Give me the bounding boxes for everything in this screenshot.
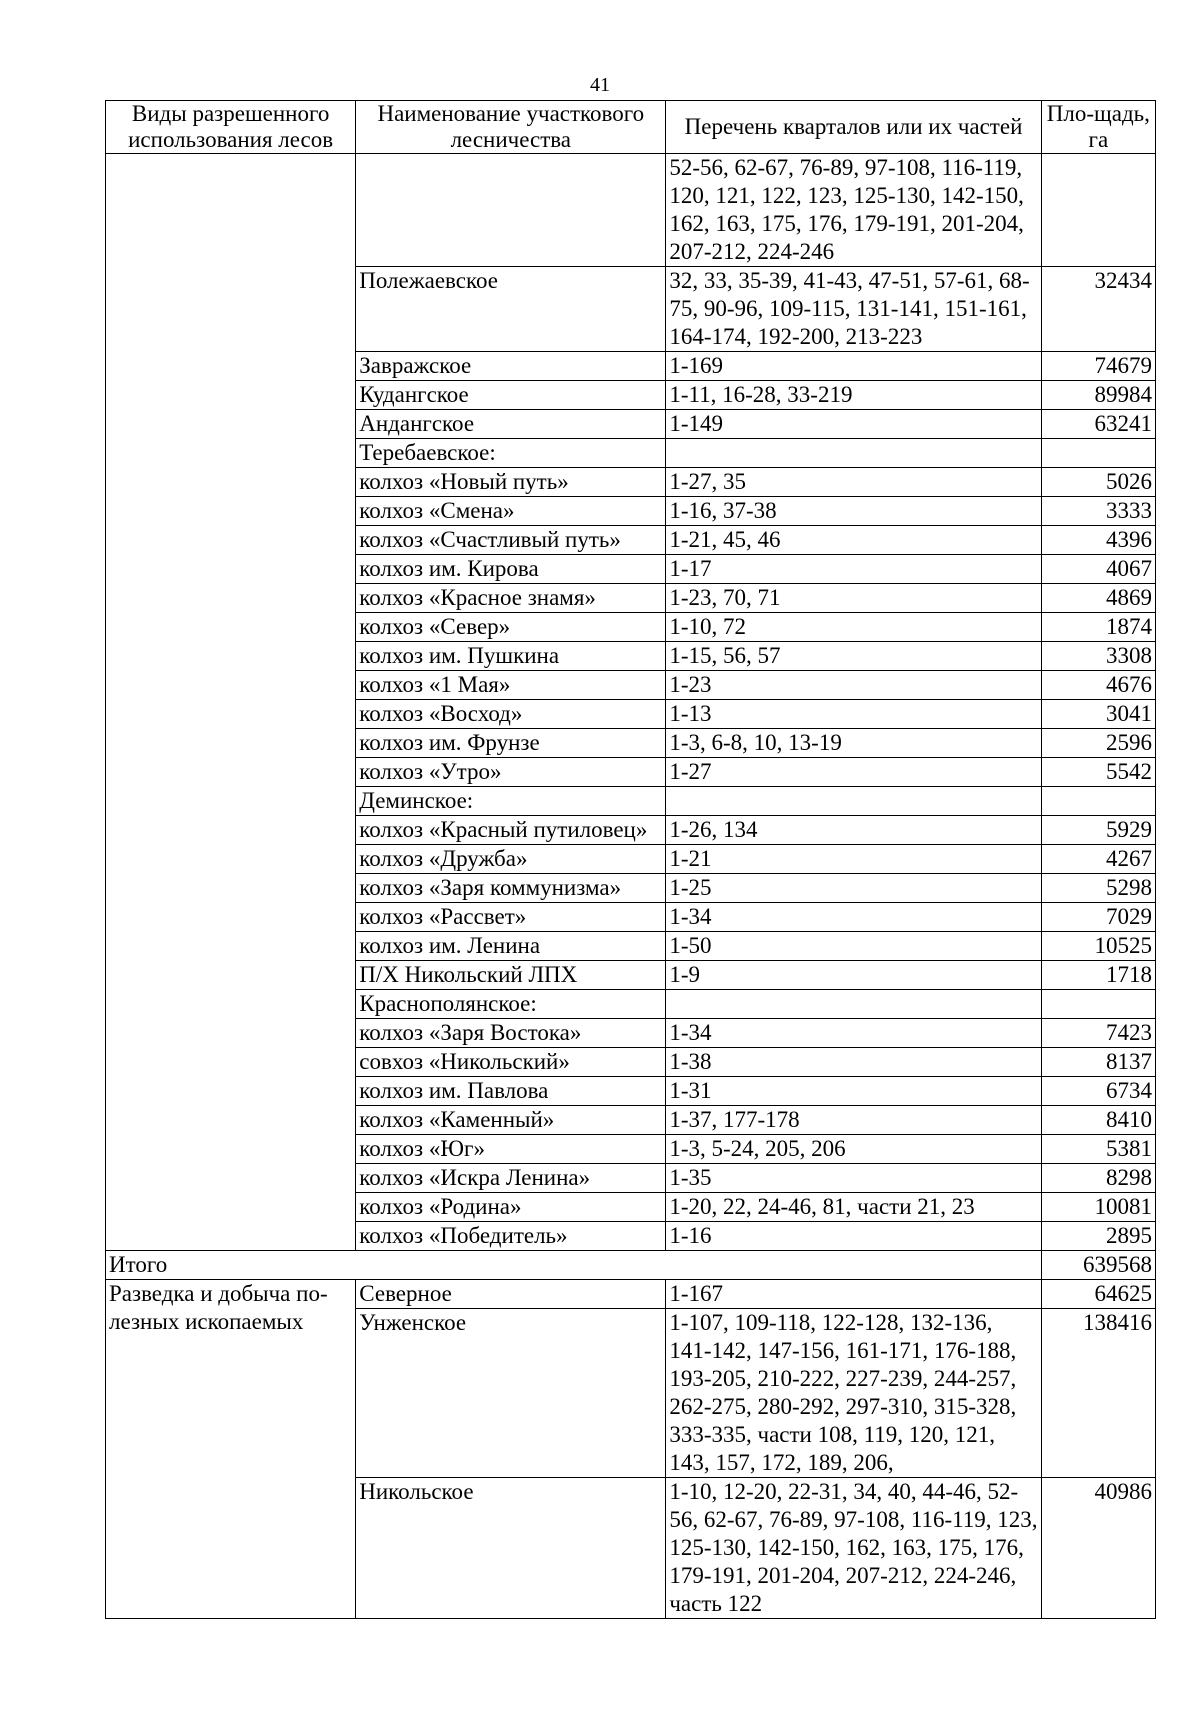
header-area: Пло-щадь, га [1041,101,1155,154]
area-cell: 2895 [1041,1222,1155,1251]
forestry-cell: Андангское [356,410,666,439]
forestry-cell: колхоз «Восход» [356,700,666,729]
area-cell: 3041 [1041,700,1155,729]
forestry-cell: колхоз «Заря коммунизма» [356,874,666,903]
quarters-cell: 1-23 [666,671,1041,700]
quarters-cell: 1-3, 6-8, 10, 13-19 [666,729,1041,758]
area-cell: 32434 [1041,267,1155,352]
area-cell [1041,154,1155,267]
quarters-cell: 1-149 [666,410,1041,439]
quarters-cell: 1-9 [666,961,1041,990]
area-cell: 10525 [1041,932,1155,961]
forestry-cell: колхоз «Заря Востока» [356,1019,666,1048]
forestry-cell: колхоз им. Кирова [356,555,666,584]
area-cell: 1718 [1041,961,1155,990]
quarters-cell: 1-20, 22, 24-46, 81, части 21, 23 [666,1193,1041,1222]
area-cell: 8298 [1041,1164,1155,1193]
forestry-cell: колхоз «Север» [356,613,666,642]
quarters-cell: 1-37, 177-178 [666,1106,1041,1135]
area-cell: 64625 [1041,1280,1155,1309]
forestry-cell: Полежаевское [356,267,666,352]
area-cell: 5026 [1041,468,1155,497]
area-cell: 1874 [1041,613,1155,642]
quarters-cell: 1-16, 37-38 [666,497,1041,526]
quarters-cell [666,787,1041,816]
forestry-cell: Деминское: [356,787,666,816]
forestry-cell: колхоз «Утро» [356,758,666,787]
quarters-cell: 1-10, 72 [666,613,1041,642]
page-number: 41 [590,74,610,96]
forestry-cell: колхоз «Рассвет» [356,903,666,932]
quarters-cell: 1-15, 56, 57 [666,642,1041,671]
forestry-cell: колхоз «Счастливый путь» [356,526,666,555]
quarters-cell: 1-17 [666,555,1041,584]
quarters-cell: 1-13 [666,700,1041,729]
header-quarters: Перечень кварталов или их частей [666,101,1041,154]
area-cell: 4067 [1041,555,1155,584]
area-cell: 2596 [1041,729,1155,758]
area-cell: 3333 [1041,497,1155,526]
header-forestry: Наименование участкового лесничества [356,101,666,154]
quarters-cell: 1-21, 45, 46 [666,526,1041,555]
quarters-cell: 1-31 [666,1077,1041,1106]
quarters-cell: 1-35 [666,1164,1041,1193]
forestry-cell: колхоз им. Пушкина [356,642,666,671]
area-cell: 4396 [1041,526,1155,555]
quarters-cell: 1-169 [666,352,1041,381]
quarters-cell: 1-25 [666,874,1041,903]
quarters-cell: 1-107, 109-118, 122-128, 132-136, 141-142, 147-156, 161-171, 176-188, 193-205, 210-222, 227-239, 244-257, 262-275, 280-292, 297-310, 315-328, 333-335, части 108, 119, 120, 121, 143, 157, 172, 189, 206, [666,1309,1041,1478]
quarters-cell: 1-50 [666,932,1041,961]
forestry-cell: колхоз «Искра Ленина» [356,1164,666,1193]
area-cell [1041,439,1155,468]
area-cell: 7029 [1041,903,1155,932]
total-label: Итого [106,1251,1042,1280]
area-cell: 7423 [1041,1019,1155,1048]
area-cell: 40986 [1041,1478,1155,1619]
quarters-cell: 1-23, 70, 71 [666,584,1041,613]
quarters-cell: 52-56, 62-67, 76-89, 97-108, 116-119, 120, 121, 122, 123, 125-130, 142-150, 162, 163, 175, 176, 179-191, 201-204, 207-212, 224-246 [666,154,1041,267]
forestry-cell: Кудангское [356,381,666,410]
quarters-cell: 1-11, 16-28, 33-219 [666,381,1041,410]
quarters-cell: 1-21 [666,845,1041,874]
area-cell: 4267 [1041,845,1155,874]
forestry-cell: колхоз им. Павлова [356,1077,666,1106]
forestry-cell: колхоз «1 Мая» [356,671,666,700]
usage-cell: Разведка и добыча по-лезных ископаемых [106,1280,356,1619]
area-cell: 6734 [1041,1077,1155,1106]
area-cell: 10081 [1041,1193,1155,1222]
forestry-cell: колхоз им. Фрунзе [356,729,666,758]
forestry-cell: колхоз «Смена» [356,497,666,526]
area-cell: 138416 [1041,1309,1155,1478]
forestry-cell: колхоз «Победитель» [356,1222,666,1251]
area-cell: 8410 [1041,1106,1155,1135]
area-cell: 5298 [1041,874,1155,903]
forestry-cell: Никольское [356,1478,666,1619]
forestry-cell: колхоз «Красное знамя» [356,584,666,613]
forestry-cell: Завражское [356,352,666,381]
quarters-cell: 1-26, 134 [666,816,1041,845]
forestry-cell: колхоз «Каменный» [356,1106,666,1135]
table-header-row [106,101,1156,154]
forestry-cell: Северное [356,1280,666,1309]
header-usage: Виды разрешенного использования лесов [106,101,356,154]
area-cell: 3308 [1041,642,1155,671]
quarters-cell: 1-27, 35 [666,468,1041,497]
area-cell: 63241 [1041,410,1155,439]
quarters-cell: 1-10, 12-20, 22-31, 34, 40, 44-46, 52-56, 62-67, 76-89, 97-108, 116-119, 123, 125-130, 142-150, 162, 163, 175, 176, 179-191, 201-204, 207-212, 224-246, часть 122 [666,1478,1041,1619]
forestry-cell: колхоз «Новый путь» [356,468,666,497]
quarters-cell: 1-34 [666,903,1041,932]
forestry-cell: Краснополянское: [356,990,666,1019]
forestry-cell: Унженское [356,1309,666,1478]
forestry-cell: Теребаевское: [356,439,666,468]
quarters-cell: 1-16 [666,1222,1041,1251]
area-cell: 74679 [1041,352,1155,381]
quarters-cell: 32, 33, 35-39, 41-43, 47-51, 57-61, 68-75, 90-96, 109-115, 131-141, 151-161, 164-174, 192-200, 213-223 [666,267,1041,352]
forestry-cell: совхоз «Никольский» [356,1048,666,1077]
area-cell: 4869 [1041,584,1155,613]
forestry-cell: колхоз «Дружба» [356,845,666,874]
table-row [106,154,1156,267]
quarters-cell [666,990,1041,1019]
total-area: 639568 [1041,1251,1155,1280]
area-cell: 89984 [1041,381,1155,410]
forestry-cell: колхоз «Родина» [356,1193,666,1222]
area-cell: 5381 [1041,1135,1155,1164]
quarters-cell: 1-38 [666,1048,1041,1077]
forestry-cell: колхоз «Юг» [356,1135,666,1164]
quarters-cell [666,439,1041,468]
usage-cell [106,154,356,1251]
table-row [106,1280,1156,1309]
area-cell: 4676 [1041,671,1155,700]
forestry-cell: П/Х Никольский ЛПХ [356,961,666,990]
forestry-cell [356,154,666,267]
area-cell [1041,787,1155,816]
table-body [106,154,1156,1619]
area-cell: 5929 [1041,816,1155,845]
forest-usage-table [105,100,1156,1619]
quarters-cell: 1-3, 5-24, 205, 206 [666,1135,1041,1164]
forestry-cell: колхоз им. Ленина [356,932,666,961]
quarters-cell: 1-34 [666,1019,1041,1048]
area-cell: 8137 [1041,1048,1155,1077]
forestry-cell: колхоз «Красный путиловец» [356,816,666,845]
area-cell [1041,990,1155,1019]
area-cell: 5542 [1041,758,1155,787]
total-row [106,1251,1156,1280]
quarters-cell: 1-27 [666,758,1041,787]
quarters-cell: 1-167 [666,1280,1041,1309]
